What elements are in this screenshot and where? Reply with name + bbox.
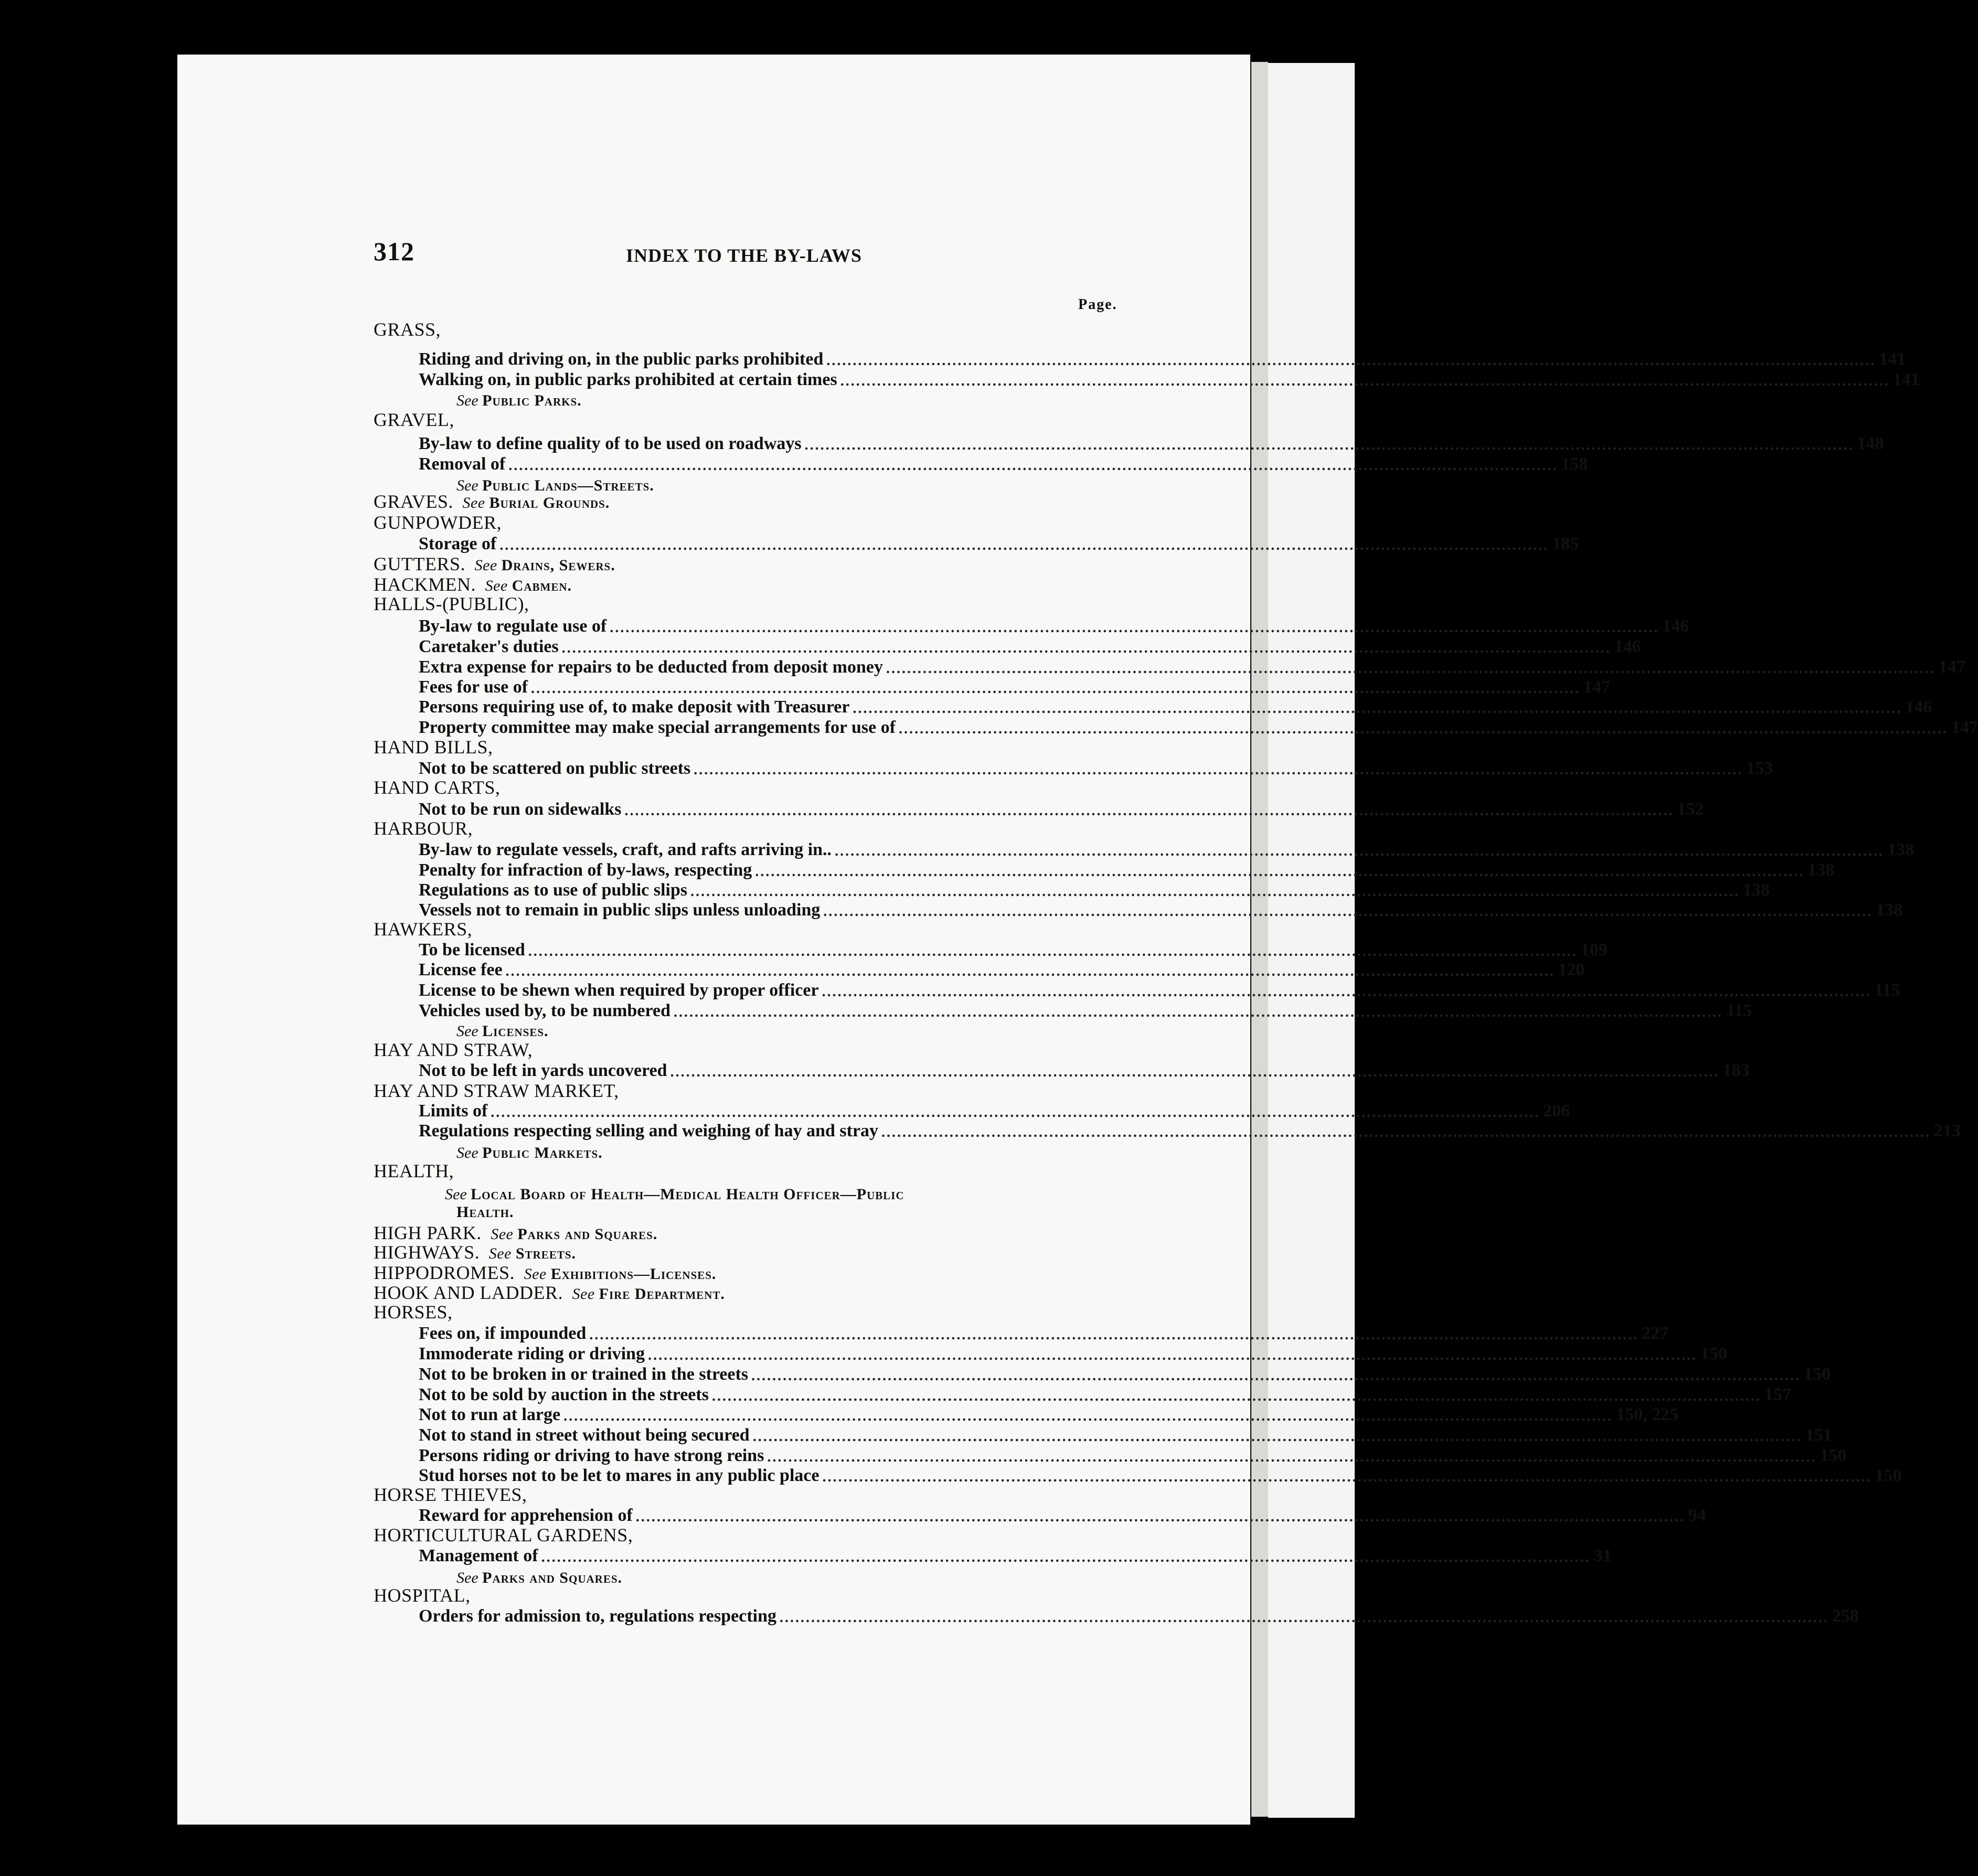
entry-text: Not to stand in street without being secured xyxy=(419,1425,750,1445)
see-target: Local Board of Health—Medical Health Officer—Public xyxy=(471,1186,905,1203)
dot-leader: ........................................................................................................................................................................................................ xyxy=(647,1347,1697,1363)
index-entry xyxy=(419,1365,1831,1384)
dot-leader: ........................................................................................................................................................................................................ xyxy=(531,680,1581,697)
index-entry xyxy=(419,1121,1961,1141)
entry-label xyxy=(419,1405,560,1425)
index-entry xyxy=(456,390,582,410)
dot-leader: ........................................................................................................................................................................................................ xyxy=(491,1104,1540,1121)
index-entry xyxy=(419,1344,1727,1364)
see-word: See xyxy=(568,1285,599,1303)
dot-leader: ........................................................................................................................................................................................................ xyxy=(881,1124,1931,1140)
entry-label xyxy=(419,1121,878,1141)
page-reference: 183 xyxy=(1722,1061,1750,1080)
dot-leader: ........................................................................................................................................................................................................ xyxy=(826,353,1876,369)
entry-label xyxy=(419,534,496,554)
entry-text: Riding and driving on, in the public parks prohibited xyxy=(419,349,824,369)
entry-text: HORTICULTURAL GARDENS, xyxy=(374,1525,633,1545)
index-entry xyxy=(419,349,1906,369)
page-reference: 206 xyxy=(1543,1101,1570,1121)
see-word: See xyxy=(519,1265,551,1283)
see-word: See xyxy=(456,1022,483,1040)
entry-text: Management of xyxy=(419,1546,538,1565)
entry-label xyxy=(374,1160,454,1182)
index-entry xyxy=(374,321,441,340)
dot-leader: ........................................................................................................................................................................................................ xyxy=(767,1449,1817,1465)
see-target: Public Lands—Streets. xyxy=(482,477,654,494)
index-entry xyxy=(374,1041,533,1061)
dot-leader: ........................................................................................................................................................................................................ xyxy=(886,660,1936,677)
dot-leader: ........................................................................................................................................................................................................ xyxy=(853,700,1902,717)
entry-text: Not to be sold by auction in the streets xyxy=(419,1385,709,1404)
entry-text: HOSPITAL, xyxy=(374,1585,471,1606)
index-entry xyxy=(419,677,1611,697)
index-entry xyxy=(419,759,1773,779)
page-reference: 120 xyxy=(1558,960,1585,979)
index-entry xyxy=(374,819,473,839)
entry-label xyxy=(419,1101,487,1121)
entry-label xyxy=(419,960,503,980)
page-reference: 151 xyxy=(1805,1425,1832,1445)
entry-label xyxy=(419,1466,819,1486)
index-entry xyxy=(419,1001,1752,1021)
index-entry xyxy=(419,1101,1570,1121)
entry-text: HOOK AND LADDER. xyxy=(374,1282,563,1303)
dot-leader: ........................................................................................................................................................................................................ xyxy=(508,457,1558,474)
entry-label xyxy=(419,434,802,454)
entry-text: Stud horses not to be let to mares in any public place xyxy=(419,1466,820,1485)
entry-text: HARBOUR, xyxy=(374,818,473,839)
see-word: See xyxy=(456,1569,483,1586)
index-entry xyxy=(419,1546,1612,1566)
entry-label xyxy=(374,1584,471,1606)
dot-leader: ........................................................................................................................................................................................................ xyxy=(898,721,1948,737)
entry-label xyxy=(419,657,883,677)
index-entry xyxy=(419,960,1585,980)
index-entry xyxy=(419,1385,1791,1405)
page-reference: 150 xyxy=(1700,1344,1727,1363)
entry-label xyxy=(374,593,529,615)
index-entry xyxy=(419,940,1608,960)
entry-text: Regulations respecting selling and weighing of hay and stray xyxy=(419,1121,878,1140)
see-target: Public Parks. xyxy=(482,392,582,409)
page-reference: 157 xyxy=(1764,1385,1791,1404)
index-entry xyxy=(419,637,1641,657)
dot-leader: ........................................................................................................................................................................................................ xyxy=(541,1549,1591,1565)
index-entry xyxy=(419,370,1920,390)
see-word: See xyxy=(486,1225,518,1243)
index-entry xyxy=(374,1264,716,1284)
entry-label xyxy=(456,1022,549,1040)
index-entry xyxy=(419,616,1689,636)
entry-label xyxy=(374,817,473,839)
index-entry xyxy=(419,900,1903,920)
entry-label xyxy=(419,1324,586,1344)
dot-leader: ........................................................................................................................................................................................................ xyxy=(779,1609,1829,1626)
index-entry xyxy=(374,1303,453,1323)
index-entry xyxy=(419,1506,1706,1526)
entry-label xyxy=(419,1425,750,1445)
index-entry xyxy=(419,980,1900,1000)
entry-label xyxy=(456,1569,622,1587)
entry-label xyxy=(456,1203,514,1221)
entry-text: Not to be scattered on public streets xyxy=(419,759,691,778)
entry-label xyxy=(374,491,610,513)
index-entry xyxy=(456,1567,622,1587)
entry-label xyxy=(419,940,525,960)
entry-label xyxy=(456,1144,603,1162)
page-reference: 147 xyxy=(1583,677,1611,697)
index-entry xyxy=(374,779,500,798)
entry-text: License fee xyxy=(419,960,503,979)
entry-label xyxy=(419,677,528,697)
entry-label xyxy=(419,980,818,1000)
page-reference: 258 xyxy=(1832,1606,1859,1626)
see-word: See xyxy=(470,557,502,574)
index-entry xyxy=(419,860,1835,880)
entry-text: Property committee may make special arrangements for use of xyxy=(419,718,896,737)
entry-label xyxy=(374,318,441,340)
page-reference: 150 xyxy=(1820,1446,1847,1465)
entry-text: Caretaker's duties xyxy=(419,637,559,656)
entry-label xyxy=(419,1385,709,1405)
entry-label xyxy=(419,718,896,738)
page-reference: 146 xyxy=(1662,616,1689,636)
dot-leader: ........................................................................................................................................................................................................ xyxy=(690,883,1740,900)
entry-label xyxy=(419,697,849,717)
dot-leader: ........................................................................................................................................................................................................ xyxy=(635,1509,1685,1525)
entry-text: HAND BILLS, xyxy=(374,737,493,758)
index-entry xyxy=(419,880,1770,900)
dot-leader: ........................................................................................................................................................................................................ xyxy=(528,943,1578,960)
entry-text: HAND CARTS, xyxy=(374,777,501,798)
entry-text: GRASS, xyxy=(374,319,441,340)
entry-label xyxy=(374,409,454,431)
dot-leader: ........................................................................................................................................................................................................ xyxy=(822,984,1871,1000)
entry-text: GRAVEL, xyxy=(374,409,454,430)
dot-leader: ........................................................................................................................................................................................................ xyxy=(561,640,1611,656)
page-reference: 147 xyxy=(1951,718,1978,737)
entry-text: Storage of xyxy=(419,534,497,553)
index-entry xyxy=(374,411,454,431)
entry-label xyxy=(419,900,820,920)
index-entry xyxy=(419,718,1978,738)
page-reference: 138 xyxy=(1743,880,1770,900)
entry-text: Reward for apprehension of xyxy=(419,1506,633,1525)
index-entry xyxy=(374,555,615,575)
page-reference: 150 xyxy=(1804,1365,1831,1384)
dot-leader: ........................................................................................................................................................................................................ xyxy=(499,537,1549,553)
entry-label xyxy=(419,800,621,819)
index-entry xyxy=(419,1425,1832,1445)
entry-label xyxy=(419,1061,667,1081)
see-target: Cabmen. xyxy=(512,577,572,594)
entry-label xyxy=(419,1546,538,1566)
page-reference: 115 xyxy=(1726,1001,1752,1020)
entry-text: HORSES, xyxy=(374,1302,453,1323)
entry-label xyxy=(419,1001,671,1021)
dot-leader: ........................................................................................................................................................................................................ xyxy=(711,1388,1761,1404)
page-reference: 153 xyxy=(1746,759,1773,778)
page-reference: 94 xyxy=(1688,1506,1706,1525)
entry-label xyxy=(374,1301,453,1323)
page-reference: 146 xyxy=(1614,637,1641,656)
index-entry xyxy=(419,1061,1750,1081)
dot-leader: ........................................................................................................................................................................................................ xyxy=(804,437,1854,453)
entry-label xyxy=(445,1186,905,1203)
index-entry xyxy=(445,1184,905,1203)
see-target: Licenses. xyxy=(482,1022,549,1040)
see-target: Drains, Sewers. xyxy=(501,557,615,574)
entry-text: Orders for admission to, regulations respecting xyxy=(419,1606,777,1626)
page-reference: 109 xyxy=(1580,940,1608,960)
page-reference: 185 xyxy=(1552,534,1579,553)
see-word: See xyxy=(456,392,483,409)
page-column-label: Page. xyxy=(1078,296,1118,313)
index-entry xyxy=(419,1466,1902,1486)
entry-label xyxy=(374,1484,527,1506)
entry-label xyxy=(374,1039,533,1061)
entry-label xyxy=(419,370,837,390)
index-entry xyxy=(374,1243,576,1263)
entry-label xyxy=(419,616,607,636)
index-entry xyxy=(374,1586,471,1606)
entry-label xyxy=(374,776,500,798)
entry-text: HIGHWAYS. xyxy=(374,1242,480,1263)
entry-text: Fees for use of xyxy=(419,677,528,697)
dot-leader: ........................................................................................................................................................................................................ xyxy=(694,762,1743,778)
index-entry xyxy=(419,1606,1859,1626)
entry-text: Not to be broken in or trained in the streets xyxy=(419,1365,749,1384)
entry-text: By-law to regulate use of xyxy=(419,616,607,636)
index-entry xyxy=(374,514,502,534)
index-entry xyxy=(419,840,1914,860)
index-entry xyxy=(374,920,472,940)
see-target: Public Markets. xyxy=(482,1144,603,1161)
dot-leader: ........................................................................................................................................................................................................ xyxy=(624,803,1674,819)
page-reference: 150, 225 xyxy=(1616,1405,1679,1424)
page-reference: 158 xyxy=(1561,454,1588,474)
index-entry xyxy=(374,493,610,513)
see-word: See xyxy=(456,1144,483,1161)
see-target: Exhibitions—Licenses. xyxy=(550,1265,717,1283)
entry-text: By-law to define quality of to be used on roadways xyxy=(419,434,802,453)
dot-leader: ........................................................................................................................................................................................................ xyxy=(589,1327,1639,1343)
entry-label xyxy=(419,840,832,860)
entry-text: By-law to regulate vessels, craft, and rafts arriving in.. xyxy=(419,840,832,859)
index-entry xyxy=(419,1446,1847,1466)
entry-text: HIGH PARK. xyxy=(374,1222,482,1243)
running-title: INDEX TO THE BY-LAWS xyxy=(626,245,862,266)
page-reference: 115 xyxy=(1874,980,1900,1000)
page-reference: 152 xyxy=(1677,800,1704,819)
entry-label xyxy=(419,637,559,657)
entry-label xyxy=(419,454,505,474)
entry-text: Fees on, if impounded xyxy=(419,1324,587,1343)
entry-label xyxy=(374,573,572,595)
entry-text: Regulations as to use of public slips xyxy=(419,880,687,900)
entry-text: GRAVES. xyxy=(374,491,453,512)
entry-text: HAY AND STRAW MARKET, xyxy=(374,1080,619,1101)
entry-label xyxy=(419,759,690,779)
entry-text: To be licensed xyxy=(419,940,525,960)
entry-text: Persons riding or driving to have strong reins xyxy=(419,1446,764,1465)
dot-leader: ........................................................................................................................................................................................................ xyxy=(752,1429,1802,1445)
page-reference: 150 xyxy=(1875,1466,1902,1485)
page-reference: 141 xyxy=(1892,370,1920,389)
index-entry xyxy=(419,434,1884,454)
entry-label xyxy=(374,1524,633,1546)
entry-label xyxy=(374,1222,657,1244)
entry-text: GUNPOWDER, xyxy=(374,512,502,533)
entry-text: HAWKERS, xyxy=(374,919,473,940)
entry-text: Limits of xyxy=(419,1101,488,1121)
page-reference: 138 xyxy=(1887,840,1914,859)
entry-text: Vessels not to remain in public slips unless unloading xyxy=(419,900,821,920)
entry-label xyxy=(419,880,687,900)
see-target: Fire Department. xyxy=(599,1285,725,1303)
entry-label xyxy=(374,918,472,940)
page-reference: 138 xyxy=(1876,900,1903,920)
entry-text: HEALTH, xyxy=(374,1160,454,1181)
page-reference: 138 xyxy=(1807,860,1835,880)
dot-leader: ........................................................................................................................................................................................................ xyxy=(840,373,1890,389)
dot-leader: ........................................................................................................................................................................................................ xyxy=(823,903,1873,920)
see-target: Parks and Squares. xyxy=(482,1569,623,1586)
index-entry xyxy=(419,534,1579,554)
entry-text: HORSE THIEVES, xyxy=(374,1484,527,1505)
page-reference: 227 xyxy=(1642,1324,1669,1343)
entry-label xyxy=(456,392,582,410)
entry-label xyxy=(374,1282,725,1304)
entry-text: Extra expense for repairs to be deducted from deposit money xyxy=(419,657,883,677)
dot-leader: ........................................................................................................................................................................................................ xyxy=(610,620,1660,636)
index-entry xyxy=(374,1162,454,1182)
index-entry xyxy=(374,738,493,758)
see-target: Parks and Squares. xyxy=(517,1225,658,1243)
entry-text: HALLS-(PUBLIC), xyxy=(374,593,529,614)
entry-text: HACKMEN. xyxy=(374,574,476,595)
page-reference: 141 xyxy=(1879,349,1906,369)
entry-label xyxy=(419,349,823,369)
dot-leader: ........................................................................................................................................................................................................ xyxy=(670,1064,1720,1080)
page-reference: 31 xyxy=(1593,1546,1612,1565)
dot-leader: ........................................................................................................................................................................................................ xyxy=(673,1004,1723,1020)
entry-text: Walking on, in public parks prohibited at certain times xyxy=(419,370,837,389)
entry-label xyxy=(374,1241,576,1263)
entry-text: Vehicles used by, to be numbered xyxy=(419,1001,671,1020)
page-reference: 213 xyxy=(1933,1121,1961,1140)
dot-leader: ........................................................................................................................................................................................................ xyxy=(822,1469,1872,1485)
entry-text: HIPPODROMES. xyxy=(374,1262,515,1283)
entry-text: Immoderate riding or driving xyxy=(419,1344,645,1363)
dot-leader: ........................................................................................................................................................................................................ xyxy=(505,963,1555,979)
see-word: See xyxy=(458,494,490,511)
entry-label xyxy=(419,1365,748,1384)
index-entry xyxy=(419,1405,1679,1425)
page-number: 312 xyxy=(374,237,414,266)
index-entry xyxy=(456,1020,549,1040)
entry-text: License to be shewn when required by proper officer xyxy=(419,980,819,1000)
dot-leader: ........................................................................................................................................................................................................ xyxy=(755,864,1805,880)
entry-text: HAY AND STRAW, xyxy=(374,1039,533,1060)
entry-text: Not to be run on sidewalks xyxy=(419,800,622,819)
dot-leader: ........................................................................................................................................................................................................ xyxy=(834,843,1884,859)
entry-text: Removal of xyxy=(419,454,506,474)
see-target: Health. xyxy=(456,1203,514,1221)
entry-label xyxy=(419,1344,645,1364)
entry-label xyxy=(419,860,752,880)
page-reference: 147 xyxy=(1938,657,1965,677)
index-entry xyxy=(419,657,1965,677)
see-word: See xyxy=(456,477,483,494)
page-reference: 146 xyxy=(1905,697,1932,717)
index-entry xyxy=(374,1526,633,1546)
dot-leader: ........................................................................................................................................................................................................ xyxy=(563,1408,1613,1424)
see-word: See xyxy=(484,1245,516,1262)
entry-label xyxy=(374,511,502,534)
index-entry xyxy=(456,1201,514,1221)
dot-leader: ........................................................................................................................................................................................................ xyxy=(751,1368,1801,1384)
entry-label xyxy=(419,1606,777,1626)
entry-text: Penalty for infraction of by-laws, respecting xyxy=(419,860,752,880)
page-reference: 148 xyxy=(1857,434,1884,453)
index-entry xyxy=(374,595,529,615)
entry-text: Persons requiring use of, to make deposit with Treasurer xyxy=(419,697,850,717)
entry-text: Not to run at large xyxy=(419,1405,561,1424)
see-target: Streets. xyxy=(515,1245,576,1262)
index-entry xyxy=(419,454,1588,474)
entry-text: GUTTERS. xyxy=(374,553,465,574)
entry-label xyxy=(374,1080,619,1102)
entry-label xyxy=(419,1506,633,1526)
see-word: See xyxy=(445,1186,471,1203)
index-entry xyxy=(419,1324,1669,1344)
entry-label xyxy=(374,1262,716,1284)
entry-label xyxy=(374,736,493,758)
index-entry xyxy=(419,697,1932,717)
index-entry xyxy=(456,1142,603,1162)
see-target: Burial Grounds. xyxy=(489,494,610,511)
entry-label xyxy=(419,1446,764,1466)
entry-text: Not to be left in yards uncovered xyxy=(419,1061,667,1080)
index-entry xyxy=(419,800,1704,819)
see-word: See xyxy=(481,577,512,594)
index-entry xyxy=(374,1082,619,1102)
entry-label xyxy=(374,553,615,575)
index-entry xyxy=(374,1486,527,1506)
